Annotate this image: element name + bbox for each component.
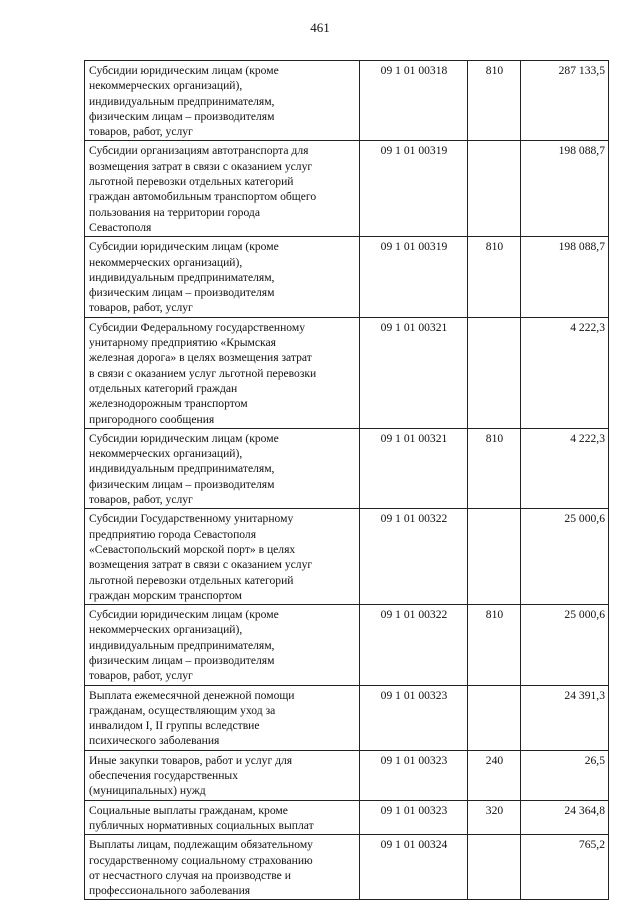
expense-name-cell: Выплата ежемесячной денежной помощи гражданам, осуществляющим уход за инвалидом I, II группы вследствие психического заболевания bbox=[85, 685, 360, 750]
expense-name-cell: Субсидии Государственному унитарному предприятию города Севастополя «Севастопольский морской порт» в целях возмещения затрат в связи с оказанием услуг льготной перевозки отдельных категорий граждан морским транспортом bbox=[85, 509, 360, 605]
expense-type-code-cell bbox=[468, 141, 521, 237]
target-article-code-cell: 09 1 01 00321 bbox=[360, 428, 468, 508]
table-row bbox=[85, 685, 609, 750]
target-article-code-cell: 09 1 01 00322 bbox=[360, 605, 468, 685]
table-row bbox=[85, 605, 609, 685]
expense-type-code-cell: 240 bbox=[468, 750, 521, 800]
expense-name-cell: Социальные выплаты гражданам, кроме публичных нормативных социальных выплат bbox=[85, 800, 360, 835]
target-article-code-cell: 09 1 01 00319 bbox=[360, 141, 468, 237]
target-article-code-cell: 09 1 01 00321 bbox=[360, 317, 468, 428]
expense-type-code-cell: 810 bbox=[468, 605, 521, 685]
expense-type-code-cell bbox=[468, 835, 521, 900]
expense-type-code-cell: 810 bbox=[468, 237, 521, 317]
expense-type-code-cell: 810 bbox=[468, 61, 521, 141]
expense-type-code-cell: 810 bbox=[468, 428, 521, 508]
target-article-code-cell: 09 1 01 00324 bbox=[360, 835, 468, 900]
expense-name-cell: Субсидии юридическим лицам (кроме некоммерческих организаций), индивидуальным предпринимателям, физическим лицам – производителям товаров, работ, услуг bbox=[85, 237, 360, 317]
amount-cell: 26,5 bbox=[521, 750, 609, 800]
expense-name-cell: Выплаты лицам, подлежащим обязательному государственному социальному страхованию от несчастного случая на производстве и профессионального заболевания bbox=[85, 835, 360, 900]
table-row bbox=[85, 317, 609, 428]
table-row bbox=[85, 237, 609, 317]
page-number: 461 bbox=[310, 20, 330, 35]
expense-name-cell: Субсидии организациям автотранспорта для возмещения затрат в связи с оказанием услуг льготной перевозки отдельных категорий граждан автомобильным транспортом общего пользования на территории города Севастополя bbox=[85, 141, 360, 237]
amount-cell: 25 000,6 bbox=[521, 509, 609, 605]
target-article-code-cell: 09 1 01 00318 bbox=[360, 61, 468, 141]
table-row bbox=[85, 428, 609, 508]
amount-cell: 198 088,7 bbox=[521, 141, 609, 237]
expense-name-cell: Субсидии юридическим лицам (кроме некоммерческих организаций), индивидуальным предпринимателям, физическим лицам – производителям товаров, работ, услуг bbox=[85, 605, 360, 685]
table-row bbox=[85, 141, 609, 237]
expense-name-cell: Иные закупки товаров, работ и услуг для обеспечения государственных (муниципальных) нужд bbox=[85, 750, 360, 800]
expense-type-code-cell bbox=[468, 317, 521, 428]
expense-name-cell: Субсидии юридическим лицам (кроме некоммерческих организаций), индивидуальным предпринимателям, физическим лицам – производителям товаров, работ, услуг bbox=[85, 428, 360, 508]
table-row bbox=[85, 61, 609, 141]
amount-cell: 25 000,6 bbox=[521, 605, 609, 685]
target-article-code-cell: 09 1 01 00319 bbox=[360, 237, 468, 317]
amount-cell: 765,2 bbox=[521, 835, 609, 900]
expense-type-code-cell: 320 bbox=[468, 800, 521, 835]
amount-cell: 198 088,7 bbox=[521, 237, 609, 317]
expense-name-cell: Субсидии Федеральному государственному унитарному предприятию «Крымская железная дорога» в целях возмещения затрат в связи с оказанием услуг льготной перевозки отдельных категорий граждан железнодорожным транспортом пригородного сообщения bbox=[85, 317, 360, 428]
target-article-code-cell: 09 1 01 00323 bbox=[360, 685, 468, 750]
expense-type-code-cell bbox=[468, 685, 521, 750]
expense-name-cell: Субсидии юридическим лицам (кроме некоммерческих организаций), индивидуальным предпринимателям, физическим лицам – производителям товаров, работ, услуг bbox=[85, 61, 360, 141]
table-row bbox=[85, 509, 609, 605]
amount-cell: 24 364,8 bbox=[521, 800, 609, 835]
amount-cell: 24 391,3 bbox=[521, 685, 609, 750]
target-article-code-cell: 09 1 01 00322 bbox=[360, 509, 468, 605]
expense-type-code-cell bbox=[468, 509, 521, 605]
amount-cell: 4 222,3 bbox=[521, 428, 609, 508]
budget-table bbox=[84, 60, 609, 900]
target-article-code-cell: 09 1 01 00323 bbox=[360, 800, 468, 835]
table-row bbox=[85, 800, 609, 835]
table-row bbox=[85, 750, 609, 800]
table-row bbox=[85, 835, 609, 900]
amount-cell: 4 222,3 bbox=[521, 317, 609, 428]
target-article-code-cell: 09 1 01 00323 bbox=[360, 750, 468, 800]
amount-cell: 287 133,5 bbox=[521, 61, 609, 141]
